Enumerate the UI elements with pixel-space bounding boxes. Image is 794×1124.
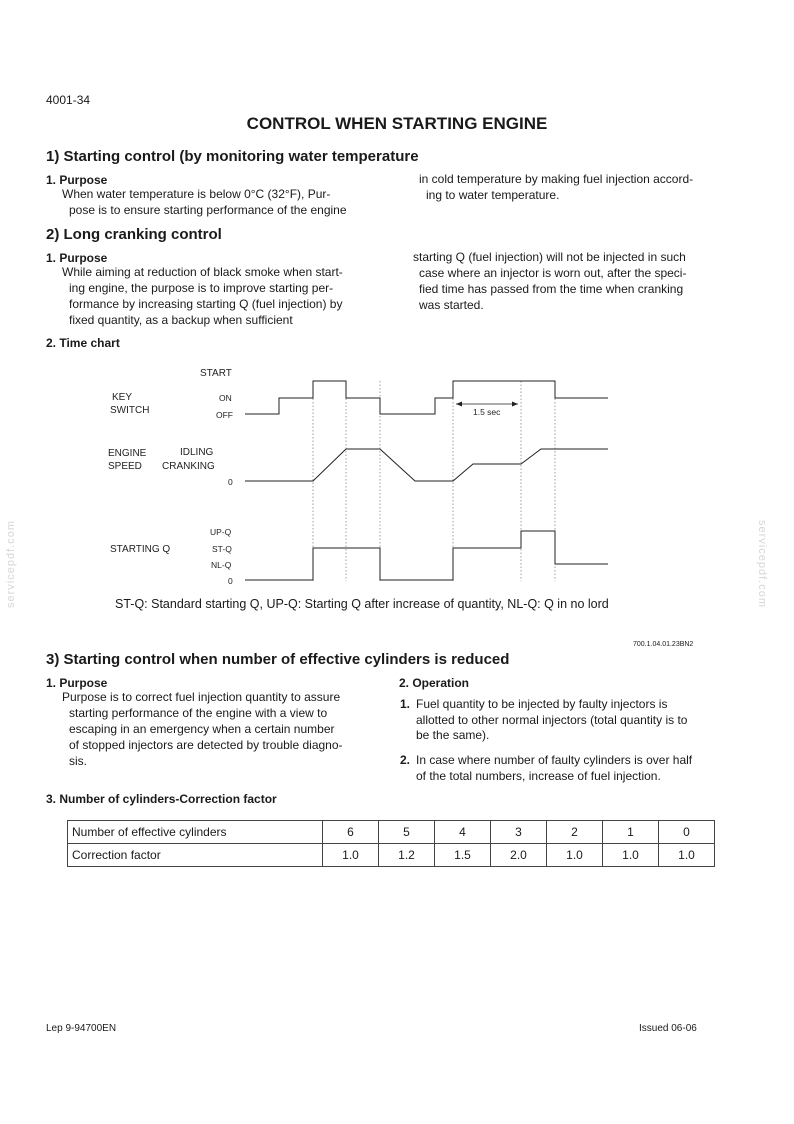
- label-engine: ENGINE: [108, 448, 147, 459]
- label-duration: 1.5 sec: [473, 407, 501, 417]
- section2-purpose-heading: 1. Purpose: [46, 251, 108, 265]
- operation-item-2: [400, 753, 710, 784]
- operation-item-2-line-2: of the total numbers, increase of fuel injection.: [416, 768, 661, 783]
- footer-right: Issued 06-06: [639, 1023, 697, 1034]
- section2-heading: 2) Long cranking control: [46, 226, 222, 243]
- section2-purpose-line-2: ing engine, the purpose is to improve starting per-: [69, 281, 334, 295]
- label-speed: SPEED: [108, 461, 142, 472]
- cell: 2.0: [491, 844, 547, 867]
- section3-purpose-line-2: starting performance of the engine with a view to: [69, 706, 328, 720]
- section2-purpose-line-4: fixed quantity, as a backup when sufficient: [69, 313, 293, 327]
- footer-left: Lep 9-94700EN: [46, 1023, 117, 1034]
- cell: 1.2: [379, 844, 435, 867]
- section3-purpose-line-3: escaping in an emergency when a certain number: [69, 722, 335, 736]
- label-starting-q: STARTING Q: [110, 544, 171, 555]
- label-key: KEY: [112, 392, 133, 403]
- label-stq: ST-Q: [212, 544, 232, 554]
- label-speed-zero: 0: [228, 477, 233, 487]
- operation-item-1-line-2: allotted to other normal injectors (total quantity is to: [416, 712, 688, 727]
- page-title: CONTROL WHEN STARTING ENGINE: [246, 114, 548, 133]
- time-chart: [0, 355, 794, 595]
- section3-purpose-line-4: of stopped injectors are detected by trouble diagno-: [69, 738, 343, 752]
- section2-purpose-line-1: While aiming at reduction of black smoke when start-: [62, 265, 343, 279]
- section2-purpose-line-8: was started.: [419, 298, 484, 312]
- section3-heading: 3) Starting control when number of effective cylinders is reduced: [46, 651, 510, 668]
- table-row: [68, 821, 715, 844]
- label-on: ON: [219, 393, 232, 403]
- page-number: 4001-34: [46, 93, 91, 107]
- section2-purpose-line-6: case where an injector is worn out, after the speci-: [419, 266, 687, 280]
- watermark-left: servicepdf.com: [4, 520, 17, 608]
- label-q-zero: 0: [228, 576, 233, 586]
- section3-purpose-heading: 1. Purpose: [46, 676, 108, 690]
- section3-purpose-line-1: Purpose is to correct fuel injection quantity to assure: [62, 690, 341, 704]
- cell: 3: [491, 821, 547, 844]
- operation-item-2-number: 2.: [400, 753, 411, 767]
- section2-purpose-line-7: fied time has passed from the time when cranking: [419, 282, 684, 296]
- operation-item-2-line-1: In case where number of faulty cylinders is over half: [416, 753, 693, 767]
- label-upq: UP-Q: [210, 527, 232, 537]
- figure-code: 700.1.04.01.23BN2: [633, 641, 694, 648]
- section1-purpose-heading: 1. Purpose: [46, 173, 108, 187]
- section1-purpose-line-4: ing to water temperature.: [426, 188, 560, 202]
- engine-speed-trace: [245, 449, 608, 481]
- cell: 2: [547, 821, 603, 844]
- section3-operation-heading: 2. Operation: [399, 676, 470, 690]
- watermark-right: servicepdf.com: [755, 520, 768, 608]
- table-heading: 3. Number of cylinders-Correction factor: [46, 792, 277, 806]
- section1-purpose-line-3: in cold temperature by making fuel injection accord-: [419, 172, 694, 186]
- cell: 1.0: [603, 844, 659, 867]
- cell: 5: [379, 821, 435, 844]
- section1-purpose-line-1: When water temperature is below 0°C (32°F), Pur-: [62, 187, 331, 201]
- label-cranking: CRANKING: [162, 461, 215, 472]
- operation-item-1: [400, 697, 710, 744]
- cell: 1.0: [323, 844, 379, 867]
- section2-purpose-line-3: formance by increasing starting Q (fuel injection) by: [69, 297, 343, 311]
- timechart-heading: 2. Time chart: [46, 336, 120, 350]
- operation-item-1-line-1: Fuel quantity to be injected by faulty injectors is: [416, 697, 668, 711]
- cell: 1.0: [547, 844, 603, 867]
- label-start: START: [200, 368, 232, 379]
- cell: 1.0: [659, 844, 715, 867]
- cell: 4: [435, 821, 491, 844]
- section1-purpose-line-2: pose is to ensure starting performance of the engine: [69, 203, 347, 217]
- section2-purpose-line-5: starting Q (fuel injection) will not be injected in such: [413, 250, 686, 264]
- label-off: OFF: [216, 410, 233, 420]
- label-switch: SWITCH: [110, 405, 150, 416]
- operation-item-1-line-3: be the same).: [416, 728, 490, 742]
- duration-arrow: [456, 402, 518, 407]
- section1-heading: 1) Starting control (by monitoring water temperature: [46, 148, 419, 165]
- key-switch-trace: [245, 381, 608, 414]
- chart-caption: ST-Q: Standard starting Q, UP-Q: Starting Q after increase of quantity, NL-Q: Q in no lord: [115, 597, 609, 611]
- correction-factor-table: [67, 820, 715, 867]
- section3-purpose-line-5: sis.: [69, 754, 87, 768]
- operation-item-1-number: 1.: [400, 697, 411, 711]
- table-row: [68, 844, 715, 867]
- label-nlq: NL-Q: [211, 560, 232, 570]
- row1-label: Number of effective cylinders: [68, 821, 323, 844]
- cell: 1: [603, 821, 659, 844]
- cell: 6: [323, 821, 379, 844]
- row2-label: Correction factor: [68, 844, 323, 867]
- cell: 1.5: [435, 844, 491, 867]
- cell: 0: [659, 821, 715, 844]
- label-idling: IDLING: [180, 447, 214, 458]
- starting-q-trace: [245, 531, 608, 580]
